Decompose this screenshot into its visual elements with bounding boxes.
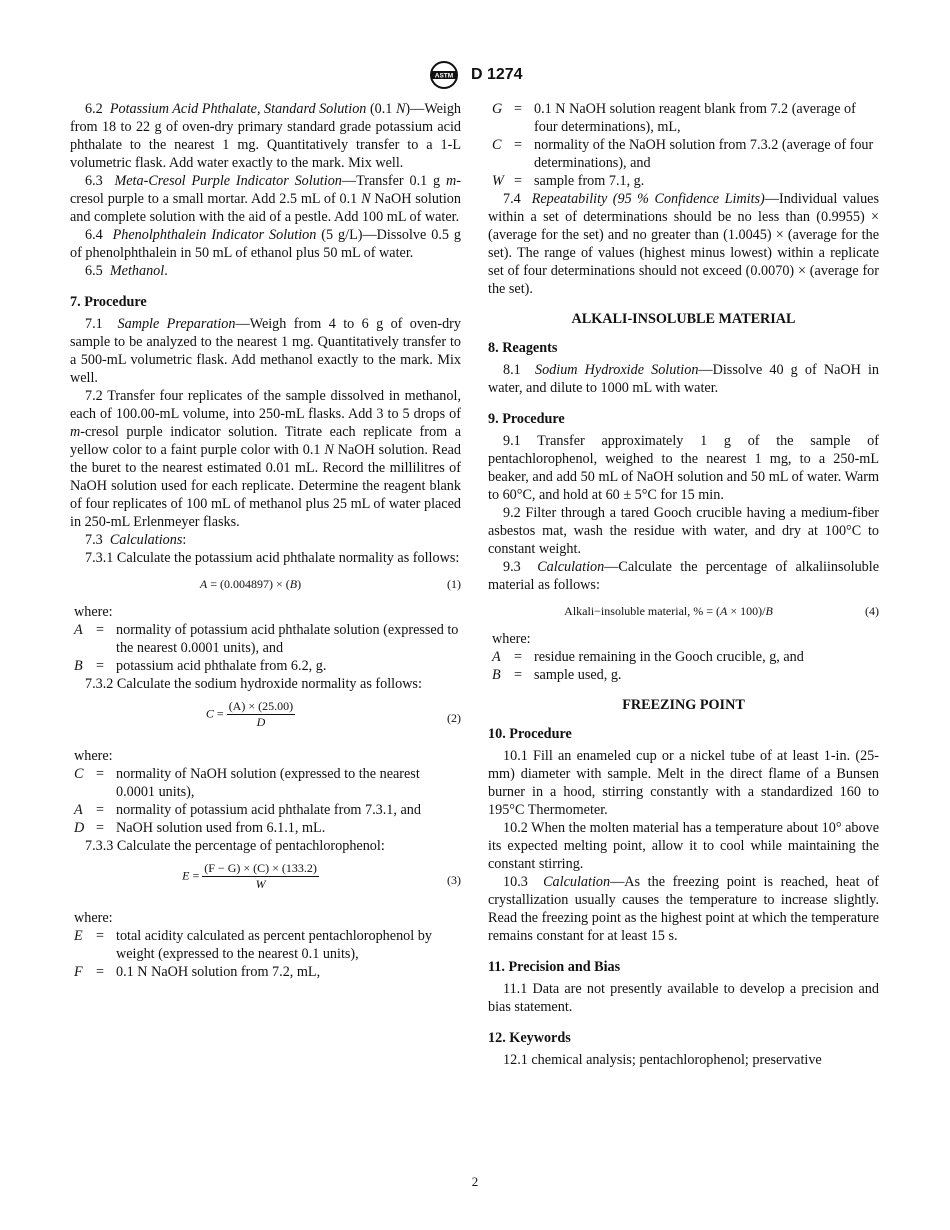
section-8-1: 8.1 Sodium Hydroxide Solution—Dissolve 40 g of NaOH in water, and dilute to 1000 mL with water. xyxy=(488,362,880,396)
definitions-list xyxy=(70,621,461,675)
section-10-2: 10.2 When the molten material has a temperature about 10° above its expected melting point, allow it to cool while maintaining the constant stirring. xyxy=(488,820,879,872)
section-7-3-2: 7.3.2 Calculate the sodium hydroxide normality as follows: xyxy=(85,676,422,692)
section-7-2: 7.2 Transfer four replicates of the sample dissolved in methanol, each of 100.00-mL volume, into 250-mL flasks. Add 3 to 5 drops of m-cresol purple indicator solution. Titrate each replicate from a yellow color to a faint purple color with 0.1 N NaOH solution. Read the buret to the nearest estimated 0.01 mL. Record the millilitres of NaOH solution used for each replicate. Determine the reagent blank of four replicates of 100 mL of methanol plus 25 mL of water placed in 250-mL Erlenmeyer flasks. xyxy=(70,388,461,530)
where-label: where: xyxy=(492,631,531,647)
section-10-3: 10.3 Calculation—As the freezing point is reached, heat of crystallization usually causes the temperature to increase slightly. Read the freezing point as the highest point at which the temperature remains constant for at least 15 s. xyxy=(488,874,879,944)
definitions-list xyxy=(70,765,461,837)
section-title-alkali-insoluble: ALKALI-INSOLUBLE MATERIAL xyxy=(571,311,796,327)
heading-11-precision-bias: 11. Precision and Bias xyxy=(488,959,621,975)
equation-number: (3) xyxy=(447,873,461,887)
section-11-1: 11.1 Data are not presently available to develop a precision and bias statement. xyxy=(488,981,879,1015)
equation-3: E = $\frac{(F - G) \times (C) \times (133.2)}{W}$ (3) xyxy=(182,861,461,891)
section-6-3: 6.3 Meta-Cresol Purple Indicator Solution—Transfer 0.1 g m-cresol purple to a small mortar. Add 2.5 mL of 0.1 N NaOH solution and complete solution with the aid of a pestle. Add 100 mL of water. xyxy=(70,173,461,225)
definition-row: A = normality of potassium acid phthalate from 7.3.1, and xyxy=(74,802,421,818)
equation-number: (4) xyxy=(865,604,879,618)
definitions-list xyxy=(488,648,879,684)
section-7-3-3: 7.3.3 Calculate the percentage of pentachlorophenol: xyxy=(85,838,385,854)
equation-2: C = $\frac{(A) \times (25.00)}{D}$ (2) xyxy=(205,699,461,729)
definition-row: B = sample used, g. xyxy=(492,667,622,683)
where-label: where: xyxy=(74,748,113,764)
section-6-2: 6.2 Potassium Acid Phthalate, Standard Solution (0.1 N)—Weigh from 18 to 22 g of oven-dry primary standard grade potassium acid phthalate to the nearest 1 mg. Quantitatively transfer to a 1-L volumetric flask. Add water exactly to the mark. Mix well. xyxy=(70,101,462,171)
section-7-3: 7.3 Calculations: xyxy=(85,532,187,548)
definition-row: C = normality of the NaOH solution from 7.3.2 (average of four determinations), and xyxy=(492,137,874,171)
definition-row: E = total acidity calculated as percent pentachlorophenol by weight (expressed to the nearest 0.1 units), xyxy=(74,928,432,962)
definition-row: G = 0.1 N NaOH solution reagent blank from 7.2 (average of four determinations), mL, xyxy=(492,101,856,135)
page-number: 2 xyxy=(471,1174,479,1189)
astm-logo-icon xyxy=(427,60,461,90)
section-7-1: 7.1 Sample Preparation—Weigh from 4 to 6 g of oven-dry sample to be analyzed to the nearest 1 mg. Quantitatively transfer to a 500-mL volumetric flask. Add methanol exactly to the mark. Mix well. xyxy=(70,316,461,386)
definition-row: W = sample from 7.1, g. xyxy=(492,173,645,189)
section-10-1: 10.1 Fill an enameled cup or a nickel tube of at least 1-in. (25-mm) diameter with sample. Melt in the direct flame of a Bunsen burner in a hood, stirring constantly with a standardized 160 to 195°C Thermometer. xyxy=(488,748,879,818)
definition-row: A = normality of potassium acid phthalate solution (expressed to the nearest 0.0001 units), and xyxy=(74,622,459,656)
where-label: where: xyxy=(74,604,113,620)
heading-12-keywords: 12. Keywords xyxy=(488,1030,571,1046)
equation-number: (2) xyxy=(447,711,461,725)
equation-4: Alkali−insoluble material, % = (A × 100)/B (4) xyxy=(564,604,879,618)
heading-10-procedure: 10. Procedure xyxy=(488,726,572,742)
right-column xyxy=(488,100,879,1069)
equation-1: A = (0.004897) × (B) (1) xyxy=(199,577,461,591)
section-9-1: 9.1 Transfer approximately 1 g of the sample of pentachlorophenol, weighed to the nearest 1 mg, to a 250-mL beaker, and add 50 mL of NaOH solution and 50 mL of water. Warm to 60°C, and hold at 60 ± 5°C for 15 min. xyxy=(488,433,879,503)
definition-row: F = 0.1 N NaOH solution from 7.2, mL, xyxy=(74,964,321,980)
heading-9-procedure: 9. Procedure xyxy=(488,411,565,427)
document-designation: D 1274 xyxy=(470,66,523,83)
page-header xyxy=(0,60,950,90)
definition-row: B = potassium acid phthalate from 6.2, g. xyxy=(74,658,327,674)
definition-row: D = NaOH solution used from 6.1.1, mL. xyxy=(74,820,326,836)
section-title-freezing-point: FREEZING POINT xyxy=(622,697,745,713)
heading-8-reagents: 8. Reagents xyxy=(488,340,558,356)
definitions-list xyxy=(70,927,461,981)
section-12-1: 12.1 chemical analysis; pentachlorophenol; preservative xyxy=(503,1052,822,1068)
heading-7-procedure: 7. Procedure xyxy=(70,294,147,310)
section-6-4: 6.4 Phenolphthalein Indicator Solution (5 g/L)—Dissolve 0.5 g of phenolphthalein in 50 mL of ethanol plus 50 mL of water. xyxy=(70,227,462,261)
where-label: where: xyxy=(74,910,113,926)
left-column xyxy=(70,100,461,981)
section-9-2: 9.2 Filter through a tared Gooch crucible having a medium-fiber asbestos mat, wash the residue with water, and dry at 100°C to constant weight. xyxy=(488,505,879,557)
definitions-list xyxy=(488,100,879,190)
section-6-5: 6.5 Methanol. xyxy=(85,263,168,279)
section-7-4: 7.4 Repeatability (95 % Confidence Limits)—Individual values within a set of determinations should be no less than (0.9955) × (average for the set) and no greater than (1.0045) × (average for the set). The range of values (highest minus lowest) within a replicate set of four determinations should not exceed (0.0070) × (average for the set). xyxy=(488,191,880,297)
section-9-3: 9.3 Calculation—Calculate the percentage of alkaliinsoluble material as follows: xyxy=(488,559,880,593)
definition-row: C = normality of NaOH solution (expressed to the nearest 0.0001 units), xyxy=(74,766,420,800)
svg-text:ASTM: ASTM xyxy=(435,72,454,80)
equation-number: (1) xyxy=(447,577,461,591)
definition-row: A = residue remaining in the Gooch crucible, g, and xyxy=(492,649,804,665)
section-7-3-1: 7.3.1 Calculate the potassium acid phthalate normality as follows: xyxy=(85,550,460,566)
